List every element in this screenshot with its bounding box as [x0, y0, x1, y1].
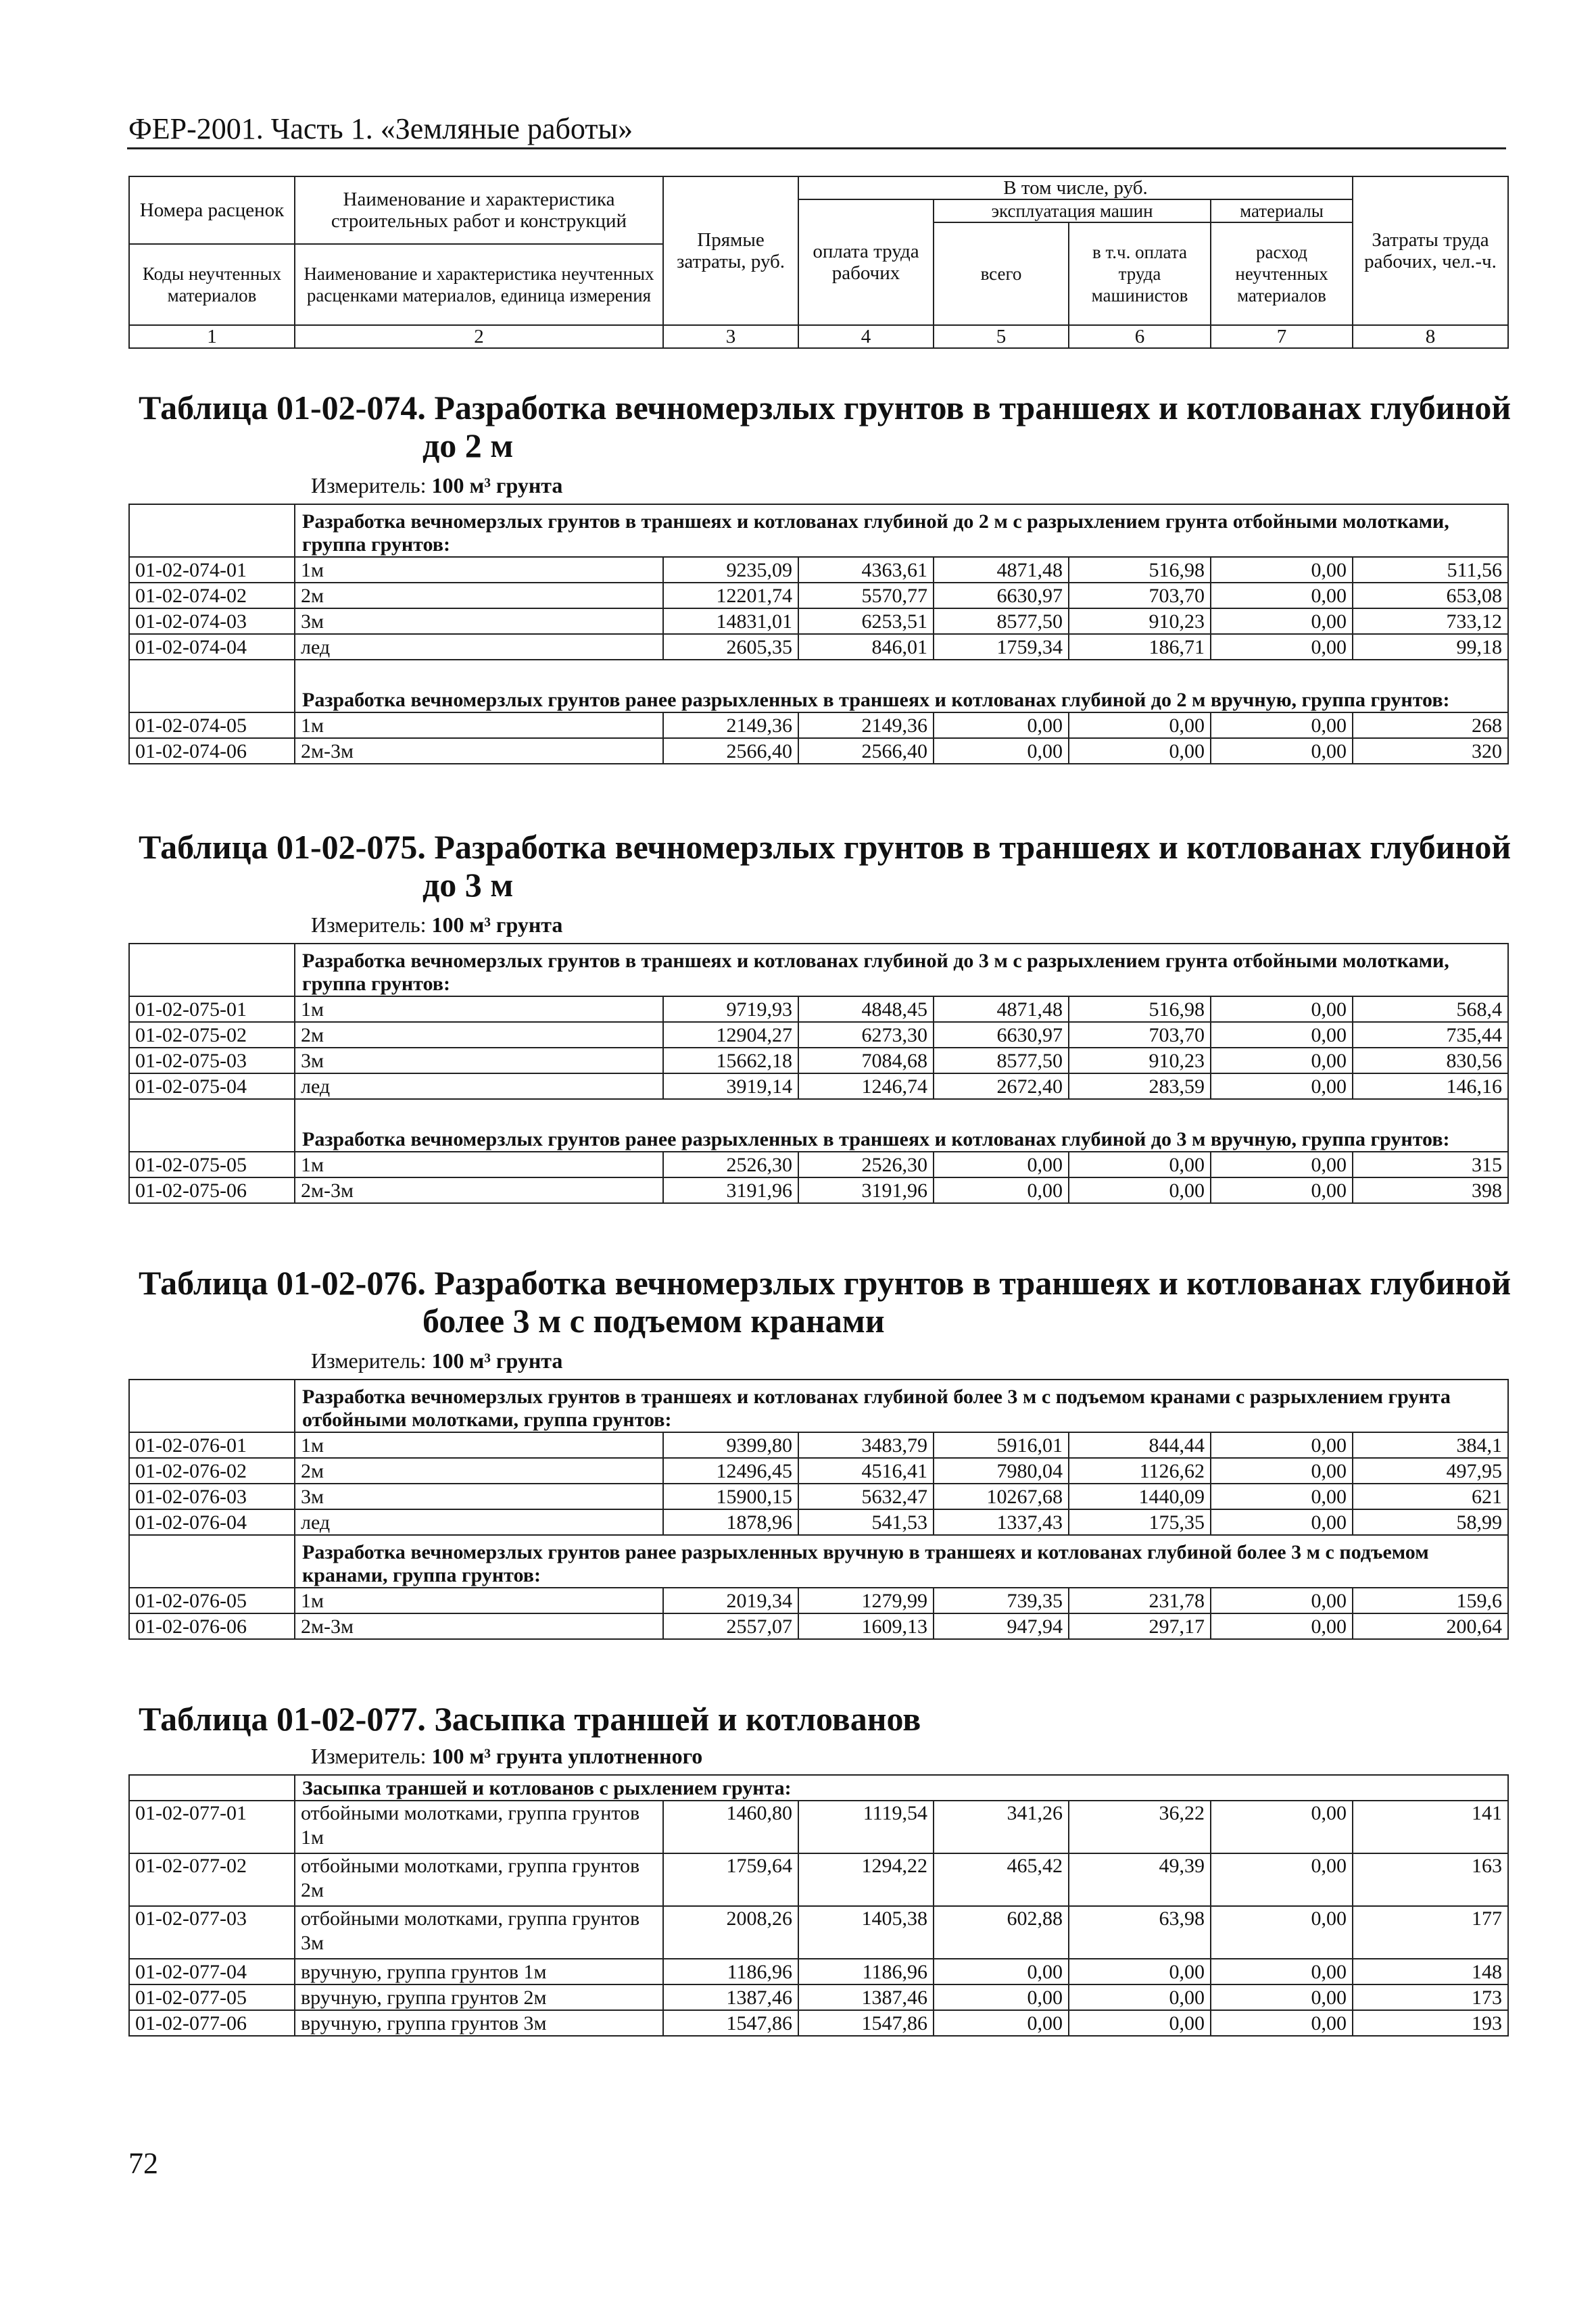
row-mach: 341,26 [934, 1801, 1069, 1853]
row-mach-labor: 516,98 [1069, 996, 1211, 1022]
group-blank [129, 1099, 295, 1152]
row-labor: 1294,22 [798, 1853, 934, 1906]
row-mach-labor: 703,70 [1069, 583, 1211, 608]
row-labor: 5632,47 [798, 1484, 934, 1509]
row-name: лед [295, 1509, 663, 1535]
row-name: 3м [295, 1484, 663, 1509]
row-code: 01-02-076-06 [129, 1613, 295, 1639]
table-row [129, 1959, 1508, 1984]
row-labor: 4516,41 [798, 1458, 934, 1484]
hdr-materials: материалы [1211, 199, 1353, 222]
row-mat: 0,00 [1211, 1484, 1353, 1509]
measure-label: Измеритель: [311, 473, 427, 497]
hdr-name-top: Наименование и характеристика строительных работ и конструкций [331, 189, 627, 232]
row-mat: 0,00 [1211, 583, 1353, 608]
row-name: вручную, группа грунтов 3м [295, 2010, 663, 2036]
table-076-body [128, 1379, 1509, 1640]
table-075-body [128, 943, 1509, 1204]
row-labor: 541,53 [798, 1509, 934, 1535]
row-hours: 146,16 [1353, 1073, 1508, 1099]
row-hours: 653,08 [1353, 583, 1508, 608]
row-mach: 0,00 [934, 2010, 1069, 2036]
measure-label: Измеритель: [311, 912, 427, 937]
table-077-body [128, 1774, 1509, 2037]
measure-value: 100 м³ грунта [431, 473, 563, 497]
table-row [129, 738, 1508, 764]
row-code: 01-02-074-05 [129, 712, 295, 738]
row-direct: 2008,26 [663, 1906, 798, 1959]
row-labor: 1246,74 [798, 1073, 934, 1099]
row-mach-labor: 36,22 [1069, 1801, 1211, 1853]
row-labor: 1279,99 [798, 1588, 934, 1613]
row-mach: 4871,48 [934, 996, 1069, 1022]
row-direct: 15900,15 [663, 1484, 798, 1509]
hdr-machines-incl: в т.ч. оплата труда машинистов [1069, 222, 1211, 325]
hdr-num-1: 1 [129, 325, 295, 348]
row-labor: 1186,96 [798, 1959, 934, 1984]
row-mat: 0,00 [1211, 1906, 1353, 1959]
hdr-num-2: 2 [295, 325, 663, 348]
table-076-title-line1: Таблица 01-02-076. Разработка вечномерзлых грунтов в траншеях и котлованах глубиной [139, 1264, 1512, 1302]
row-direct: 2149,36 [663, 712, 798, 738]
row-name: 2м-3м [295, 1177, 663, 1203]
row-direct: 12201,74 [663, 583, 798, 608]
row-mach: 8577,50 [934, 1048, 1069, 1073]
row-hours: 830,56 [1353, 1048, 1508, 1073]
row-labor: 4363,61 [798, 557, 934, 583]
row-name: 1м [295, 1432, 663, 1458]
measure-label: Измеритель: [311, 1744, 427, 1768]
hdr-num-7: 7 [1211, 325, 1353, 348]
row-name: 1м [295, 1588, 663, 1613]
group-heading: Разработка вечномерзлых грунтов ранее разрыхленных вручную в траншеях и котлованах глубиной более 3 м с подъемом кранами, группа грунтов: [295, 1535, 1508, 1588]
table-074-title-line2: до 2 м [422, 427, 514, 464]
row-direct: 3191,96 [663, 1177, 798, 1203]
row-hours: 193 [1353, 2010, 1508, 2036]
row-name: лед [295, 1073, 663, 1099]
row-labor: 5570,77 [798, 583, 934, 608]
row-name: 1м [295, 557, 663, 583]
group-blank [129, 1380, 295, 1432]
row-hours: 268 [1353, 712, 1508, 738]
row-hours: 497,95 [1353, 1458, 1508, 1484]
table-row [129, 1801, 1508, 1853]
hdr-code-cell [129, 176, 295, 244]
row-direct: 9235,09 [663, 557, 798, 583]
row-mat: 0,00 [1211, 2010, 1353, 2036]
row-mat: 0,00 [1211, 1801, 1353, 1853]
column-header-table [128, 176, 1509, 349]
row-mach-labor: 910,23 [1069, 608, 1211, 634]
row-code: 01-02-076-03 [129, 1484, 295, 1509]
table-row [129, 1458, 1508, 1484]
row-code: 01-02-077-03 [129, 1906, 295, 1959]
row-hours: 99,18 [1353, 634, 1508, 660]
table-075-measure [311, 912, 562, 937]
row-mat: 0,00 [1211, 1588, 1353, 1613]
row-labor: 1119,54 [798, 1801, 934, 1853]
hdr-num-5: 5 [934, 325, 1069, 348]
table-076-title [139, 1264, 1511, 1340]
row-direct: 2566,40 [663, 738, 798, 764]
table-row [129, 1613, 1508, 1639]
measure-label: Измеритель: [311, 1348, 427, 1373]
row-labor: 1609,13 [798, 1613, 934, 1639]
table-row [129, 2010, 1508, 2036]
row-mach: 4871,48 [934, 557, 1069, 583]
row-mach-labor: 910,23 [1069, 1048, 1211, 1073]
row-code: 01-02-074-01 [129, 557, 295, 583]
measure-value: 100 м³ грунта [431, 912, 563, 937]
row-direct: 15662,18 [663, 1048, 798, 1073]
table-074-title-line1: Таблица 01-02-074. Разработка вечномерзлых грунтов в траншеях и котлованах глубиной [139, 389, 1512, 427]
table-row [129, 996, 1508, 1022]
row-mat: 0,00 [1211, 996, 1353, 1022]
row-mach-labor: 703,70 [1069, 1022, 1211, 1048]
row-labor: 2566,40 [798, 738, 934, 764]
row-mat: 0,00 [1211, 1984, 1353, 2010]
row-mach: 465,42 [934, 1853, 1069, 1906]
group-blank [129, 944, 295, 996]
row-mach-labor: 231,78 [1069, 1588, 1211, 1613]
row-code: 01-02-074-04 [129, 634, 295, 660]
row-mach-labor: 0,00 [1069, 1177, 1211, 1203]
row-mat: 0,00 [1211, 1048, 1353, 1073]
row-direct: 1460,80 [663, 1801, 798, 1853]
row-mach: 0,00 [934, 738, 1069, 764]
row-direct: 1186,96 [663, 1959, 798, 1984]
row-name: 3м [295, 1048, 663, 1073]
row-code: 01-02-077-01 [129, 1801, 295, 1853]
row-name: 1м [295, 1152, 663, 1177]
row-mach: 6630,97 [934, 1022, 1069, 1048]
row-labor: 3483,79 [798, 1432, 934, 1458]
row-mat: 0,00 [1211, 608, 1353, 634]
row-mach-labor: 0,00 [1069, 1959, 1211, 1984]
hdr-direct: Прямые затраты, руб. [663, 176, 798, 325]
row-mach-labor: 186,71 [1069, 634, 1211, 660]
table-075-title [139, 828, 1511, 904]
row-code: 01-02-076-01 [129, 1432, 295, 1458]
hdr-name-materials: Наименование и характеристика неучтенных расценками материалов, единица измерения [295, 244, 663, 325]
hdr-labor-cost: Затраты труда рабочих, чел.-ч. [1353, 176, 1508, 325]
row-code: 01-02-075-03 [129, 1048, 295, 1073]
row-direct: 2605,35 [663, 634, 798, 660]
row-mach: 2672,40 [934, 1073, 1069, 1099]
row-mach-labor: 63,98 [1069, 1906, 1211, 1959]
hdr-name-cell [295, 176, 663, 244]
hdr-machines-total: всего [934, 222, 1069, 325]
row-hours: 163 [1353, 1853, 1508, 1906]
table-row [129, 1152, 1508, 1177]
row-mach-labor: 1440,09 [1069, 1484, 1211, 1509]
row-direct: 1387,46 [663, 1984, 798, 2010]
row-hours: 733,12 [1353, 608, 1508, 634]
row-mat: 0,00 [1211, 1152, 1353, 1177]
row-mach-labor: 1126,62 [1069, 1458, 1211, 1484]
group-heading: Разработка вечномерзлых грунтов в траншеях и котлованах глубиной более 3 м с подъемом кранами с разрыхлением грунта отбойными молотками, группа грунтов: [295, 1380, 1508, 1432]
row-labor: 1387,46 [798, 1984, 934, 2010]
row-mat: 0,00 [1211, 634, 1353, 660]
row-name: отбойными молотками, группа грунтов 2м [295, 1853, 663, 1906]
row-mat: 0,00 [1211, 1959, 1353, 1984]
row-mach-labor: 175,35 [1069, 1509, 1211, 1535]
table-075-title-line1: Таблица 01-02-075. Разработка вечномерзлых грунтов в траншеях и котлованах глубиной [139, 828, 1512, 866]
row-code: 01-02-075-01 [129, 996, 295, 1022]
row-name: 2м-3м [295, 1613, 663, 1639]
page-number: 72 [128, 2147, 158, 2180]
row-mach: 739,35 [934, 1588, 1069, 1613]
table-row [129, 1177, 1508, 1203]
row-code: 01-02-074-02 [129, 583, 295, 608]
row-mach: 5916,01 [934, 1432, 1069, 1458]
row-direct: 9399,80 [663, 1432, 798, 1458]
group-heading: Разработка вечномерзлых грунтов в траншеях и котлованах глубиной до 2 м с разрыхлением грунта отбойными молотками, группа грунтов: [295, 504, 1508, 557]
row-mach: 0,00 [934, 1177, 1069, 1203]
row-hours: 568,4 [1353, 996, 1508, 1022]
row-labor: 1547,86 [798, 2010, 934, 2036]
row-hours: 320 [1353, 738, 1508, 764]
group-heading: Разработка вечномерзлых грунтов ранее разрыхленных в траншеях и котлованах глубиной до 3 м вручную, группа грунтов: [295, 1099, 1508, 1152]
row-code: 01-02-077-05 [129, 1984, 295, 2010]
table-row [129, 1984, 1508, 2010]
running-header: ФЕР-2001. Часть 1. «Земляные работы» [128, 112, 633, 145]
table-077-title [139, 1700, 921, 1738]
row-mach: 0,00 [934, 1959, 1069, 1984]
row-name: 2м-3м [295, 738, 663, 764]
row-direct: 9719,93 [663, 996, 798, 1022]
row-mach: 10267,68 [934, 1484, 1069, 1509]
row-code: 01-02-075-05 [129, 1152, 295, 1177]
hdr-num-6: 6 [1069, 325, 1211, 348]
row-mach: 602,88 [934, 1906, 1069, 1959]
row-hours: 173 [1353, 1984, 1508, 2010]
header-rule [127, 147, 1506, 149]
row-name: 2м [295, 583, 663, 608]
hdr-code-top: Номера расценок [139, 199, 285, 221]
row-name: 1м [295, 996, 663, 1022]
row-mat: 0,00 [1211, 557, 1353, 583]
table-row [129, 1022, 1508, 1048]
row-hours: 159,6 [1353, 1588, 1508, 1613]
row-code: 01-02-077-04 [129, 1959, 295, 1984]
group-heading: Засыпка траншей и котлованов с рыхлением грунта: [295, 1775, 1508, 1801]
row-hours: 141 [1353, 1801, 1508, 1853]
row-name: вручную, группа грунтов 1м [295, 1959, 663, 1984]
row-mach-labor: 283,59 [1069, 1073, 1211, 1099]
row-code: 01-02-074-03 [129, 608, 295, 634]
table-077-measure [311, 1744, 702, 1769]
table-row [129, 1484, 1508, 1509]
row-name: отбойными молотками, группа грунтов 3м [295, 1906, 663, 1959]
group-heading: Разработка вечномерзлых грунтов ранее разрыхленных в траншеях и котлованах глубиной до 2 м вручную, группа грунтов: [295, 660, 1508, 712]
row-mach-labor: 0,00 [1069, 738, 1211, 764]
row-labor: 6253,51 [798, 608, 934, 634]
row-mat: 0,00 [1211, 1022, 1353, 1048]
row-mat: 0,00 [1211, 1177, 1353, 1203]
row-code: 01-02-074-06 [129, 738, 295, 764]
row-labor: 846,01 [798, 634, 934, 660]
row-direct: 12904,27 [663, 1022, 798, 1048]
hdr-num-8: 8 [1353, 325, 1508, 348]
row-direct: 12496,45 [663, 1458, 798, 1484]
row-name: вручную, группа грунтов 2м [295, 1984, 663, 2010]
row-mach: 0,00 [934, 1984, 1069, 2010]
row-direct: 2019,34 [663, 1588, 798, 1613]
row-mat: 0,00 [1211, 738, 1353, 764]
row-code: 01-02-075-06 [129, 1177, 295, 1203]
row-labor: 2526,30 [798, 1152, 934, 1177]
row-mach: 947,94 [934, 1613, 1069, 1639]
table-075-title-line2: до 3 м [422, 866, 514, 904]
row-mach: 0,00 [934, 712, 1069, 738]
row-name: 3м [295, 608, 663, 634]
row-mach-labor: 516,98 [1069, 557, 1211, 583]
row-hours: 511,56 [1353, 557, 1508, 583]
row-mat: 0,00 [1211, 1853, 1353, 1906]
group-heading: Разработка вечномерзлых грунтов в траншеях и котлованах глубиной до 3 м с разрыхлением грунта отбойными молотками, группа грунтов: [295, 944, 1508, 996]
row-direct: 1878,96 [663, 1509, 798, 1535]
row-mach-labor: 0,00 [1069, 2010, 1211, 2036]
hdr-codes-materials: Коды неучтенных материалов [129, 244, 295, 325]
row-hours: 384,1 [1353, 1432, 1508, 1458]
row-mat: 0,00 [1211, 712, 1353, 738]
table-row [129, 557, 1508, 583]
row-direct: 3919,14 [663, 1073, 798, 1099]
row-name: 1м [295, 712, 663, 738]
hdr-num-3: 3 [663, 325, 798, 348]
row-hours: 621 [1353, 1484, 1508, 1509]
row-mach-labor: 844,44 [1069, 1432, 1211, 1458]
row-mat: 0,00 [1211, 1509, 1353, 1535]
row-direct: 1759,64 [663, 1853, 798, 1906]
table-row [129, 608, 1508, 634]
hdr-labor-pay: оплата труда рабочих [798, 199, 934, 325]
row-mach: 8577,50 [934, 608, 1069, 634]
row-mach-labor: 0,00 [1069, 1152, 1211, 1177]
hdr-materials-sub: расход неучтенных материалов [1211, 222, 1353, 325]
row-mach: 1337,43 [934, 1509, 1069, 1535]
table-076-measure [311, 1348, 562, 1373]
row-mach-labor: 297,17 [1069, 1613, 1211, 1639]
row-mat: 0,00 [1211, 1458, 1353, 1484]
table-077-title-line1: Таблица 01-02-077. Засыпка траншей и котлованов [139, 1700, 921, 1738]
table-row [129, 1853, 1508, 1906]
table-row [129, 1073, 1508, 1099]
row-labor: 3191,96 [798, 1177, 934, 1203]
row-name: лед [295, 634, 663, 660]
table-row [129, 1509, 1508, 1535]
row-hours: 735,44 [1353, 1022, 1508, 1048]
hdr-incl: В том числе, руб. [798, 176, 1353, 199]
table-row [129, 1906, 1508, 1959]
table-row [129, 1588, 1508, 1613]
table-row [129, 634, 1508, 660]
row-hours: 58,99 [1353, 1509, 1508, 1535]
table-row [129, 1432, 1508, 1458]
group-blank [129, 1775, 295, 1801]
row-hours: 148 [1353, 1959, 1508, 1984]
row-name: 2м [295, 1022, 663, 1048]
row-mat: 0,00 [1211, 1073, 1353, 1099]
row-code: 01-02-076-05 [129, 1588, 295, 1613]
row-mach-labor: 0,00 [1069, 712, 1211, 738]
row-direct: 2557,07 [663, 1613, 798, 1639]
row-labor: 4848,45 [798, 996, 934, 1022]
row-labor: 6273,30 [798, 1022, 934, 1048]
row-hours: 200,64 [1353, 1613, 1508, 1639]
row-hours: 315 [1353, 1152, 1508, 1177]
row-code: 01-02-076-04 [129, 1509, 295, 1535]
row-code: 01-02-075-04 [129, 1073, 295, 1099]
table-row [129, 712, 1508, 738]
table-074-measure [311, 473, 562, 498]
row-name: отбойными молотками, группа грунтов 1м [295, 1801, 663, 1853]
table-074-title [139, 389, 1511, 464]
table-076-title-line2: более 3 м с подъемом кранами [422, 1302, 885, 1340]
row-mach-labor: 49,39 [1069, 1853, 1211, 1906]
hdr-num-4: 4 [798, 325, 934, 348]
group-blank [129, 1535, 295, 1588]
row-mach-labor: 0,00 [1069, 1984, 1211, 2010]
row-hours: 177 [1353, 1906, 1508, 1959]
measure-value: 100 м³ грунта [431, 1348, 563, 1373]
row-code: 01-02-076-02 [129, 1458, 295, 1484]
row-mach: 0,00 [934, 1152, 1069, 1177]
row-hours: 398 [1353, 1177, 1508, 1203]
row-direct: 1547,86 [663, 2010, 798, 2036]
row-mat: 0,00 [1211, 1613, 1353, 1639]
row-direct: 14831,01 [663, 608, 798, 634]
row-code: 01-02-077-02 [129, 1853, 295, 1906]
group-blank [129, 660, 295, 712]
row-code: 01-02-077-06 [129, 2010, 295, 2036]
row-direct: 2526,30 [663, 1152, 798, 1177]
hdr-machines: эксплуатация машин [934, 199, 1211, 222]
row-mach: 1759,34 [934, 634, 1069, 660]
row-mach: 7980,04 [934, 1458, 1069, 1484]
row-name: 2м [295, 1458, 663, 1484]
row-code: 01-02-075-02 [129, 1022, 295, 1048]
row-labor: 7084,68 [798, 1048, 934, 1073]
row-mach: 6630,97 [934, 583, 1069, 608]
group-blank [129, 504, 295, 557]
row-labor: 1405,38 [798, 1906, 934, 1959]
row-mat: 0,00 [1211, 1432, 1353, 1458]
table-row [129, 1048, 1508, 1073]
row-labor: 2149,36 [798, 712, 934, 738]
table-row [129, 583, 1508, 608]
table-074-body [128, 504, 1509, 764]
measure-value: 100 м³ грунта уплотненного [431, 1744, 703, 1768]
